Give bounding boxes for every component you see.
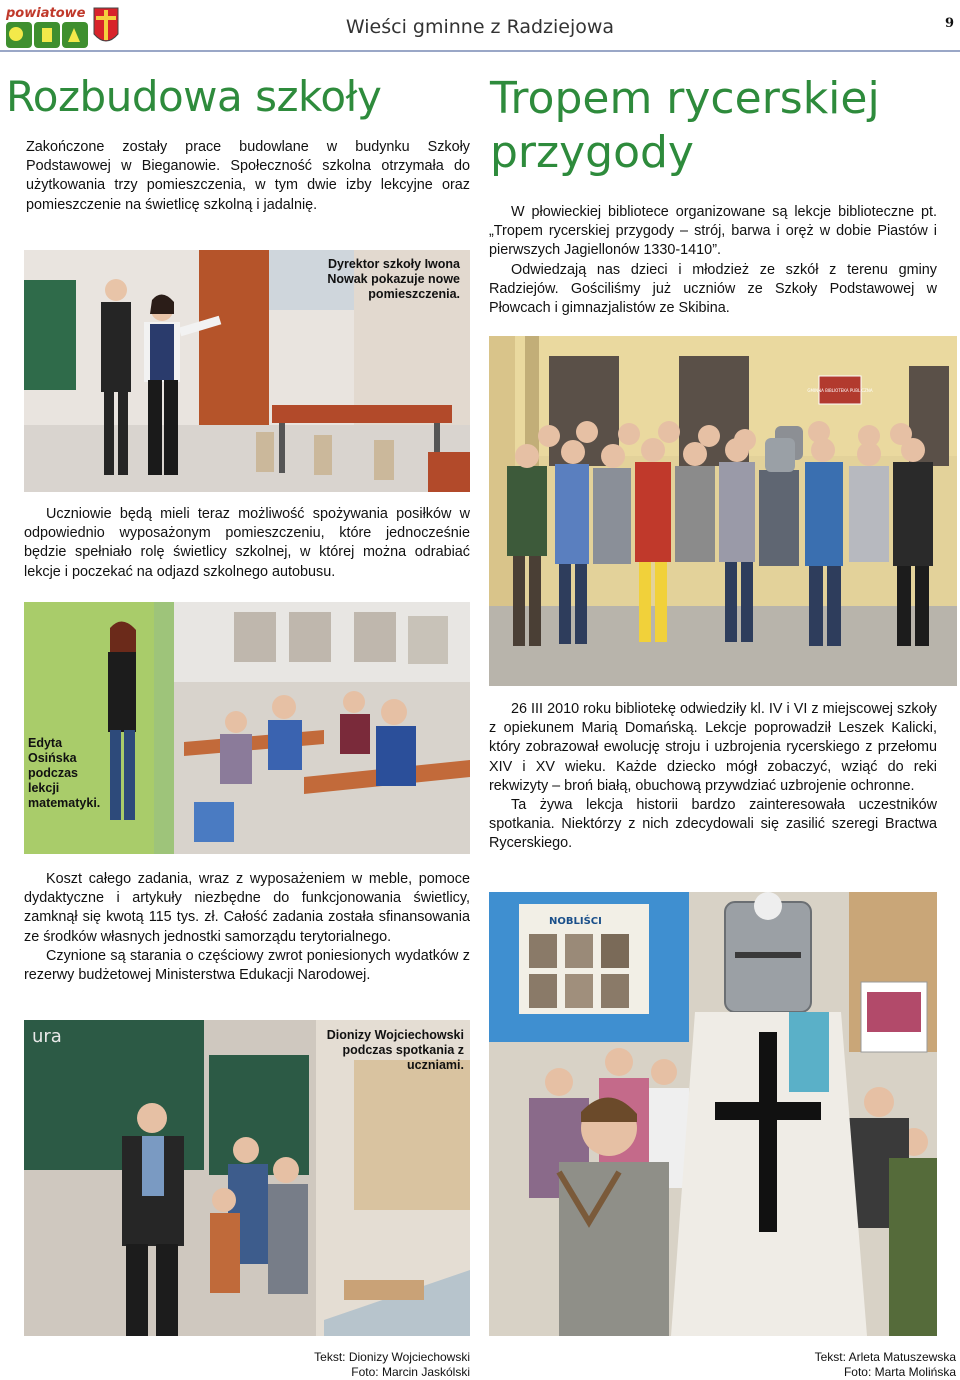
article1-para3-4 [24,870,470,985]
article1-para4-text: Czynione są starania o częściowy zwrot poniesionych wydatków z rezerwy budżetowej Ministerstwa Edukacji Narodowej. [24,947,470,984]
logo-text: powiatowe [6,6,86,21]
article2-intro [489,203,937,318]
article1-credit-text: Tekst: Dionizy Wojciechowski [314,1350,470,1364]
article2-credit-photo: Foto: Marta Molińska [843,1365,956,1379]
article1-para3-text: Koszt całego zadania, wraz z wyposażeniem w meble, pomoce dydaktyczne i artykuły niezbędne do funkcjonowania świetlicy, zamknął się kwotą 115 tys. zł. Całość zadania została sfinansowania ze środków własnych jednostki samorządu terytorialnego. [24,871,470,945]
article1-para2 [24,505,470,582]
chalkboard-text: ura [32,1026,62,1047]
article1-para2-text: Uczniowie będą mieli teraz możliwość spożywania posiłków w odpowiednio wyposażonym pomieszczeniu, które jednocześnie będzie spełniało rolę świetlicy szkolnej, w której można odrabiać lekcje i poczekać na odjazd szkolnego autobusu. [24,506,470,580]
article1-credit-photo: Foto: Marcin Jaskólski [351,1365,470,1379]
header-rule [0,50,960,52]
photo-group-library [489,336,957,686]
article2-intro-p1: W płowieckiej bibliotece organizowane są lekcje biblioteczne pt. „Tropem rycerskiej przygody – strój, barwa i oręż w dobie Piastów i pierwszych Jagiellonów 1330-1410”. [489,204,937,259]
library-sign-text: GMINNA BIBLIOTEKA PUBLICZNA [807,388,873,393]
article1-intro-text: Zakończone zostały prace budowlane w budynku Szkoły Podstawowej w Bieganowie. Społeczność szkolna otrzymała do użytkowania trzy pomieszczenia, w tym dwie izby lekcyjne oraz pomieszczenie na świetlicę szkolną i jadalnię. [26,139,470,213]
article2-intro-p2: Odwiedzają nas dzieci i młodzież ze szkół z terenu gminy Radziejów. Gościliśmy już uczniów ze Szkoły Podstawowej w Płowcach i gimnazjalistów ze Skibina. [489,261,937,317]
photo2-caption: Edyta Osińska podczas lekcji matematyki. [28,736,101,810]
article2-para2-3 [489,700,937,854]
photo1-caption: Dyrektor szkoły Iwona Nowak pokazuje nowe pomieszczenia. [327,257,460,301]
article1-intro [26,138,470,215]
running-header-title: Wieści gminne z Radziejowa [345,16,615,38]
article2-title: Tropem rycerskiej przygody [490,73,880,178]
article1-title: Rozbudowa szkoły [6,72,382,121]
photo3-caption: Dionizy Wojciechowski podczas spotkania z uczniami. [326,1028,464,1072]
article2-para2-text: 26 III 2010 roku bibliotekę odwiedziły kl. IV i VI z miejscowej szkoły z opiekunem Marią Domańską. Lekcje poprowadził Leszek Kalicki, który zobrazował ewolucję stroju i uzbrojenia rycerskiego z przełomu XIV i XV wieku. Każde dziecko mógł zobaczyć, wziąć do reki rekwizyty – broń białą, obuchową przywdziać uzbrojenie ochronne. [489,701,937,794]
photo-knight-costume [489,892,937,1336]
article1-credits [250,1350,470,1380]
page-number: 9 [944,16,954,31]
article2-para3-text: Ta żywa lekcja historii bardzo zainteresowała uczestników spotkania. Niektórzy z nich zdecydowali się zasilić szeregi Bractwa Rycerskiego. [489,797,937,852]
board-heading: NOBLIŚCI [549,916,602,927]
photo-math-lesson [24,602,470,854]
article2-credits [730,1350,956,1380]
article2-credit-text: Tekst: Arleta Matuszewska [814,1350,956,1364]
